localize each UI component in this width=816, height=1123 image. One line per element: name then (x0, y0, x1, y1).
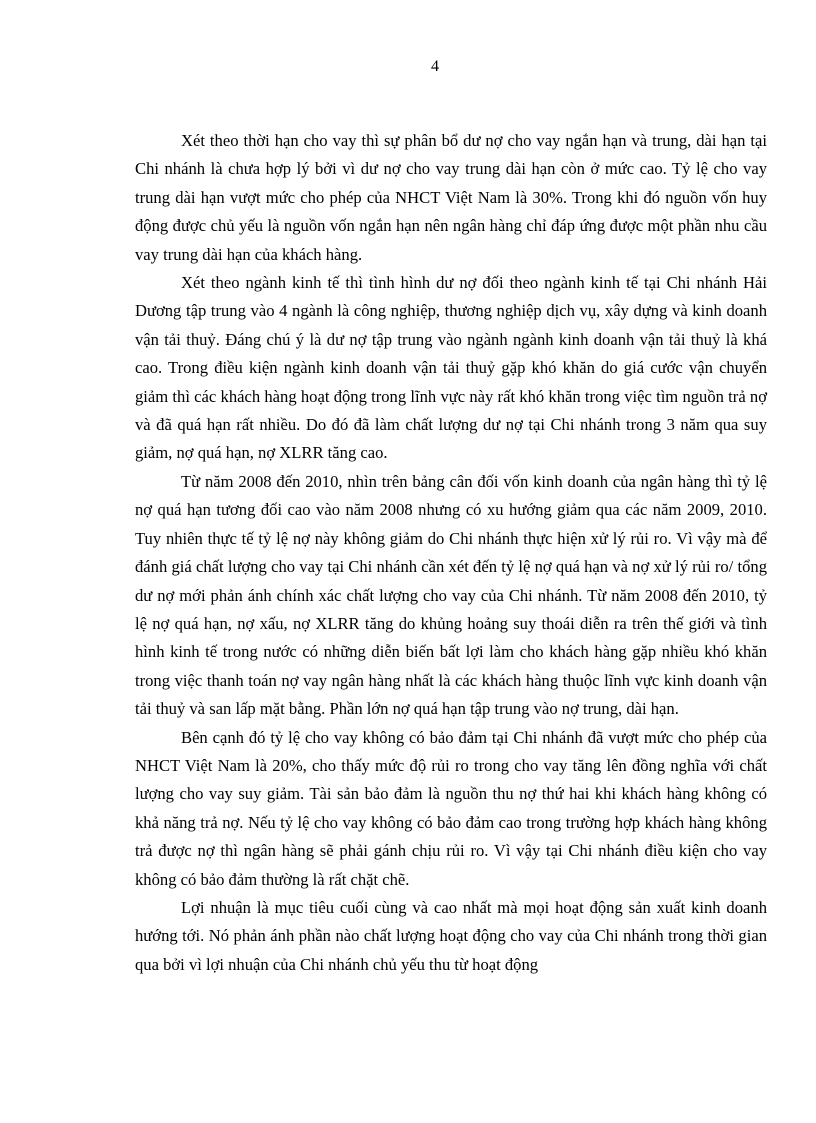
paragraph-profit: Lợi nhuận là mục tiêu cuối cùng và cao nhất mà mọi hoạt động sản xuất kinh doanh hướng tới. Nó phản ánh phần nào chất lượng hoạt động cho vay của Chi nhánh trong thời gian qua bởi vì lợi nhuận của Chi nhánh chủ yếu thu từ hoạt động (135, 897, 767, 974)
page-number: 4 (431, 58, 439, 75)
body-text (135, 127, 767, 979)
paragraph-unsecured-lending: Bên cạnh đó tỷ lệ cho vay không có bảo đảm tại Chi nhánh đã vượt mức cho phép của NHCT Việt Nam là 20%, cho thấy mức độ rủi ro trong cho vay tăng lên đồng nghĩa với chất lượng cho vay suy giảm. Tài sản bảo đảm là nguồn thu nợ thứ hai khi khách hàng không có khả năng trả nợ. Nếu tỷ lệ cho vay không có bảo đảm cao trong trường hợp khách hàng không trả được nợ thì ngân hàng sẽ phải gánh chịu rủi ro. Vì vậy tại Chi nhánh điều kiện cho vay không có bảo đảm thường là rất chặt chẽ. (135, 727, 767, 889)
paragraph-loan-term: Xét theo thời hạn cho vay thì sự phân bổ dư nợ cho vay ngắn hạn và trung, dài hạn tại Chi nhánh là chưa hợp lý bởi vì dư nợ cho vay trung dài hạn còn ở mức cao. Tỷ lệ cho vay trung dài hạn vượt mức cho phép của NHCT Việt Nam là 30%. Trong khi đó nguồn vốn huy động được chủ yếu là nguồn vốn ngắn hạn nên ngân hàng chỉ đáp ứng được một phần nhu cầu vay trung dài hạn của khách hàng. (135, 131, 767, 264)
paragraph-economic-sector: Xét theo ngành kinh tế thì tình hình dư nợ đối theo ngành kinh tế tại Chi nhánh Hải Dương tập trung vào 4 ngành là công nghiệp, thương nghiệp dịch vụ, xây dựng và kinh doanh vận tải thuỷ. Đáng chú ý là dư nợ tập trung vào ngành ngành kinh doanh vận tải thuỷ là khá cao. Trong điều kiện ngành kinh doanh vận tải thuỷ gặp khó khăn do giá cước vận chuyển giảm thì các khách hàng hoạt động trong lĩnh vực này rất khó khăn trong việc tìm nguồn trả nợ và đã quá hạn rất nhiều. Do đó đã làm chất lượng dư nợ tại Chi nhánh trong 3 năm qua suy giảm, nợ quá hạn, nợ XLRR tăng cao. (135, 273, 767, 463)
paragraph-overdue-debt: Từ năm 2008 đến 2010, nhìn trên bảng cân đối vốn kinh doanh của ngân hàng thì tỷ lệ nợ quá hạn tương đối cao vào năm 2008 nhưng có xu hướng giảm qua các năm 2009, 2010. Tuy nhiên thực tế tỷ lệ nợ này không giảm do Chi nhánh thực hiện xử lý rủi ro. Vì vậy mà để đánh giá chất lượng cho vay tại Chi nhánh cần xét đến tỷ lệ nợ quá hạn và nợ xử lý rủi ro/ tổng dư nợ mới phản ánh chính xác chất lượng cho vay của Chi nhánh. Từ năm 2008 đến 2010, tỷ lệ nợ quá hạn, nợ xấu, nợ XLRR tăng do khủng hoảng suy thoái diễn ra trên thế giới và tình hình kinh tế trong nước có những diễn biến bất lợi làm cho khách hàng gặp nhiều khó khăn trong việc thanh toán nợ vay ngân hàng nhất là các khách hàng thuộc lĩnh vực kinh doanh vận tải thuỷ và san lấp mặt bằng. Phần lớn nợ quá hạn tập trung vào nợ trung, dài hạn. (135, 471, 767, 719)
